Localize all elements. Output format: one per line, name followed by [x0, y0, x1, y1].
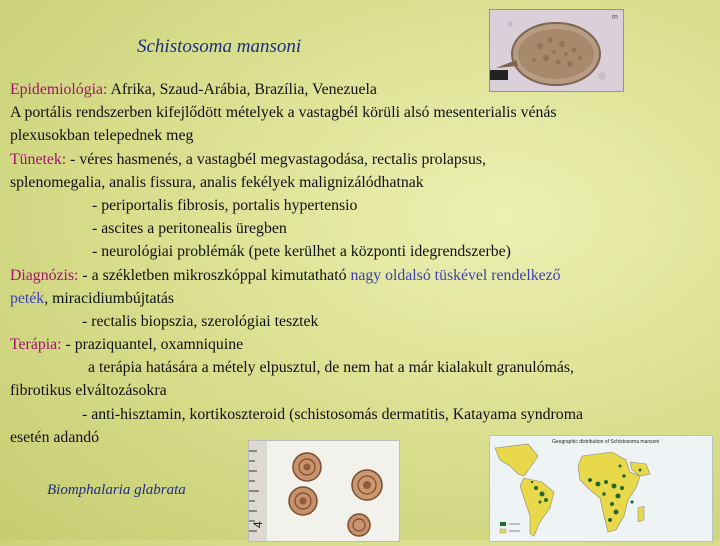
- slide-title: Schistosoma mansoni: [137, 36, 302, 57]
- body-line: [10, 148, 718, 171]
- body-line: [10, 101, 718, 124]
- body-text-segment: a terápia hatására a métely elpusztul, de nem hat a már kialakult granulómás,: [88, 359, 574, 377]
- body-text-segment: - véres hasmenés, a vastagbél megvastagodása, rectalis prolapsus,: [66, 150, 486, 168]
- body-line: [10, 403, 718, 426]
- distribution-map-drawing: [490, 436, 712, 541]
- body-line: [10, 310, 718, 333]
- body-text-segment: fibrotikus elváltozásokra: [10, 382, 167, 400]
- body-line: [10, 78, 718, 101]
- body-line: [10, 217, 718, 240]
- body-text-segment: A portális rendszerben kifejlődött mételyek a vastagbél körüli alsó mesenterialis vénás: [10, 104, 557, 122]
- section-label: Epidemiológia:: [10, 81, 108, 98]
- body-line: [10, 240, 718, 263]
- body-line: [10, 264, 718, 287]
- body-line: [10, 379, 718, 402]
- snail-photo-drawing: [249, 441, 399, 541]
- map-title: Geographic distribution of Schistosoma mansoni: [552, 439, 660, 445]
- body-text-segment: esetén adandó: [10, 428, 100, 446]
- snail-shell-4: [348, 514, 370, 536]
- snail-shell-2: [289, 487, 317, 515]
- body-text-segment: - praziquantel, oxamniquine: [61, 336, 244, 354]
- body-text-segment: Afrika, Szaud-Arábia, Brazília, Venezuela: [107, 81, 377, 98]
- body-text-segment: plexusokban telepednek meg: [10, 127, 194, 145]
- section-label: Diagnózis:: [10, 266, 79, 284]
- body-text-segment: - periportalis fibrosis, portalis hypertensio: [92, 196, 358, 214]
- snail-photo: [248, 440, 400, 542]
- body-text-segment: - neurológiai problémák (pete kerülhet a központi idegrendszerbe): [92, 243, 511, 261]
- body-text-segment: - a székletben mikroszkóppal kimutatható: [78, 266, 351, 284]
- distribution-map: [489, 435, 713, 542]
- snail-shell-1: [293, 453, 321, 481]
- body-line: [10, 171, 718, 194]
- scale-number: 4: [251, 521, 265, 528]
- body-line: [10, 194, 718, 217]
- body-line: [10, 356, 718, 379]
- body-text-segment: - ascites a peritonealis üregben: [92, 220, 287, 238]
- section-label: Tünetek:: [10, 150, 67, 168]
- body-line: [10, 287, 718, 310]
- svg-text:m: m: [612, 14, 618, 21]
- body-text-segment: - rectalis biopszia, szerológiai tesztek: [82, 312, 319, 330]
- body-text-segment: , miracidiumbújtatás: [44, 289, 175, 307]
- body-text-segment: splenomegalia, analis fissura, analis fekélyek malignizálódhatnak: [10, 173, 424, 191]
- slide-body: [10, 78, 718, 449]
- highlighted-text: nagy oldalsó tüskével rendelkező: [350, 266, 561, 284]
- snail-caption: Biomphalaria glabrata: [47, 482, 186, 498]
- body-text-segment: - anti-hisztamin, kortikoszteroid (schistosomás dermatitis, Katayama syndroma: [82, 405, 583, 423]
- snail-shell-3: [352, 470, 382, 500]
- highlighted-text: peték: [10, 289, 45, 307]
- section-label: Terápia:: [10, 336, 62, 354]
- body-line: [10, 124, 718, 147]
- body-line: [10, 333, 718, 356]
